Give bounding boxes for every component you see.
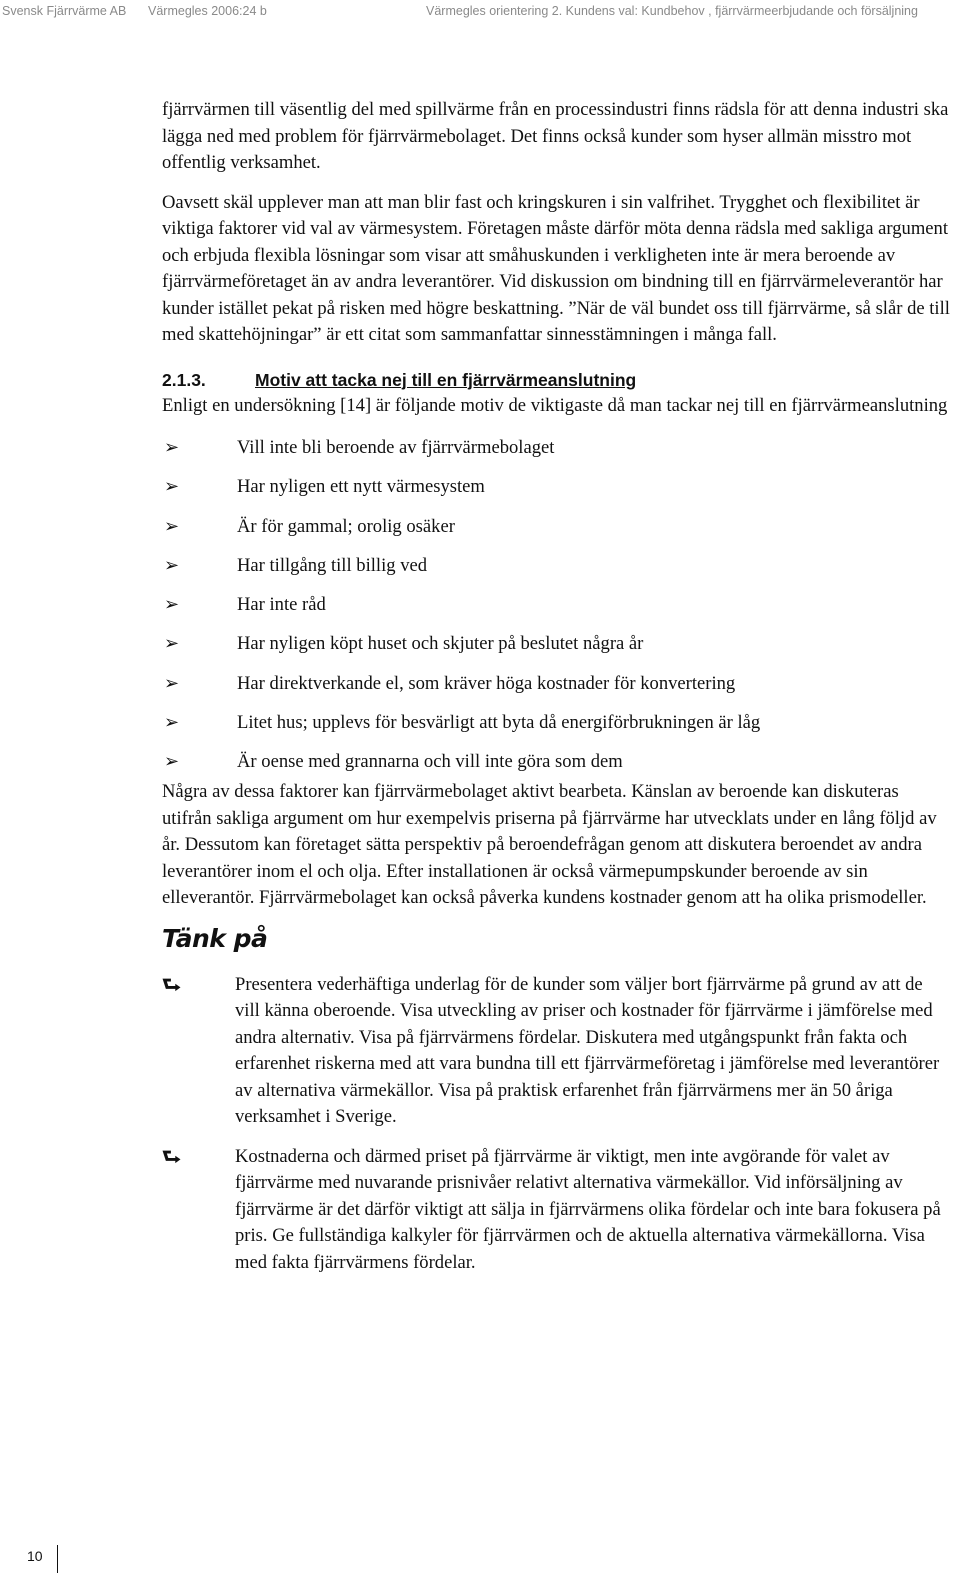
list-item-text: Är för gammal; orolig osäker [237,515,455,537]
arrow-bullet-icon: ➢ [164,515,180,537]
tip-item [162,1144,952,1277]
list-item-text: Har tillgång till billig ved [237,554,428,576]
arrow-bullet-icon: ➢ [164,554,180,576]
footer-divider [57,1545,58,1573]
tip-text: Presentera vederhäftiga underlag för de kunder som väljer bort fjärrvärme på grund av att de vill känna oberoende. Visa utveckling av priser och kostnader för fjärrvärme i jämförelse med andra alternativ. Visa på fjärrvärmens fördelar. Diskutera med utgångspunkt från fakta och erfarenhet riskerna med att vara bundna till ett fjärrvärmeföretag i jämförelse med leverantörer av alternativa värmekällor. Visa på praktisk erfarenhet från fjärrvärmens mer än 50 åriga verksamhet i Sverige. [235,973,940,1128]
think-heading: Tänk på [162,923,268,953]
arrow-bullet-icon: ➢ [164,751,180,773]
tip-arrow-icon: ⮑ [162,972,181,997]
list-item [162,710,952,749]
section-heading [162,367,952,393]
list-item-text: Litet hus; upplevs för besvärligt att byta då energiförbrukningen är låg [237,712,761,734]
list-item [162,631,952,670]
list-item-text: Är oense med grannarna och vill inte göra som dem [237,751,623,773]
tips-list [162,972,952,1277]
header-section-path: Värmegles orientering 2. Kundens val: Kundbehov , fjärrvärmeerbjudande och försäljning [426,4,918,18]
arrow-bullet-icon: ➢ [164,476,180,498]
paragraph-intro: fjärrvärmen till väsentlig del med spillvärme från en processindustri finns rädsla för att denna industri ska lägga ned med problem för fjärrvärmebolaget. Det finns också kunder som hyser allmän misstro mot offentlig verksamhet. [162,99,949,173]
arrow-bullet-icon: ➢ [164,633,180,655]
header-company: Svensk Fjärrvärme AB [2,4,127,18]
paragraph-freedom: Oavsett skäl upplever man att man blir fast och kringskuren i sin valfrihet. Trygghet och flexibilitet är viktiga faktorer vid val av värmesystem. Företagen måste därför möta denna rädsla med sakliga argument och erbjuda flexibla lösningar som visar att småhuskunden i verkligheten inte är mera beroende av fjärrvärmeföretaget än av andra leverantörer. Vid diskussion om bindning till en fjärrvärmeleverantör har kunder istället pekat på risken med högre beskattning. ”När de väl bundet oss till fjärrvärme, så slår de till med skattehöjningar” är ett citat som sammanfattar sinnesstämningen i många fall. [162,191,950,345]
list-item-text: Har nyligen köpt huset och skjuter på beslutet några år [237,633,644,655]
tip-arrow-icon: ⮑ [162,1144,181,1169]
list-item-text: Vill inte bli beroende av fjärrvärmebolaget [237,437,555,458]
list-item [162,671,952,710]
page-body [162,97,952,1276]
list-item [162,435,952,474]
list-item [162,553,952,592]
list-item [162,592,952,631]
list-item [162,749,952,779]
page-header [0,4,960,26]
tip-text: Kostnaderna och därmed priset på fjärrvärme är viktigt, men inte avgörande för valet av fjärrvärme med nuvarande prisnivåer relativt alternativa värmekällor. Vid införsäljning av fjärrvärme är det därför viktigt att sälja in fjärrvärmens olika fördelar och inte bara fokusera på pris. Ge fullständiga kalkyler för fjärrvärmen och de aktuella alternativa värmekällorna. Visa med fakta fjärrvärmens fördelar. [235,1145,941,1273]
paragraph-after-list: Några av dessa faktorer kan fjärrvärmebolaget aktivt bearbeta. Känslan av beroende kan diskuteras utifrån sakliga argument om hur exempelvis priserna på fjärrvärme har utvecklats under en lång följd av år. Dessutom kan företaget sätta perspektiv på beroendefrågan genom att diskutera beroendet av andra leverantörer inom el och olja. Efter installationen är också värmepumpskunder beroende av sin elleverantör. Fjärrvärmebolaget kan också påverka kundens kostnader genom att ha olika prismodeller. [162,781,937,909]
list-item [162,474,952,513]
arrow-bullet-icon: ➢ [164,712,180,734]
tip-item [162,972,952,1131]
arrow-bullet-icon: ➢ [164,594,180,616]
motive-list [162,435,952,779]
section-number: 2.1.3. [162,369,206,390]
list-item-text: Har nyligen ett nytt värmesystem [237,476,485,498]
list-item-text: Har inte råd [237,594,326,616]
arrow-bullet-icon: ➢ [164,437,180,458]
section-title: Motiv att tacka nej till en fjärrvärmeanslutning [255,369,637,390]
arrow-bullet-icon: ➢ [164,672,180,694]
header-doc-id: Värmegles 2006:24 b [148,4,267,18]
list-item [162,514,952,553]
page-number: 10 [27,1548,43,1564]
list-item-text: Har direktverkande el, som kräver höga kostnader för konvertering [237,672,736,694]
section-intro: Enligt en undersökning [14] är följande motiv de viktigaste då man tackar nej till en fjärrvärmeanslutning [162,394,948,416]
